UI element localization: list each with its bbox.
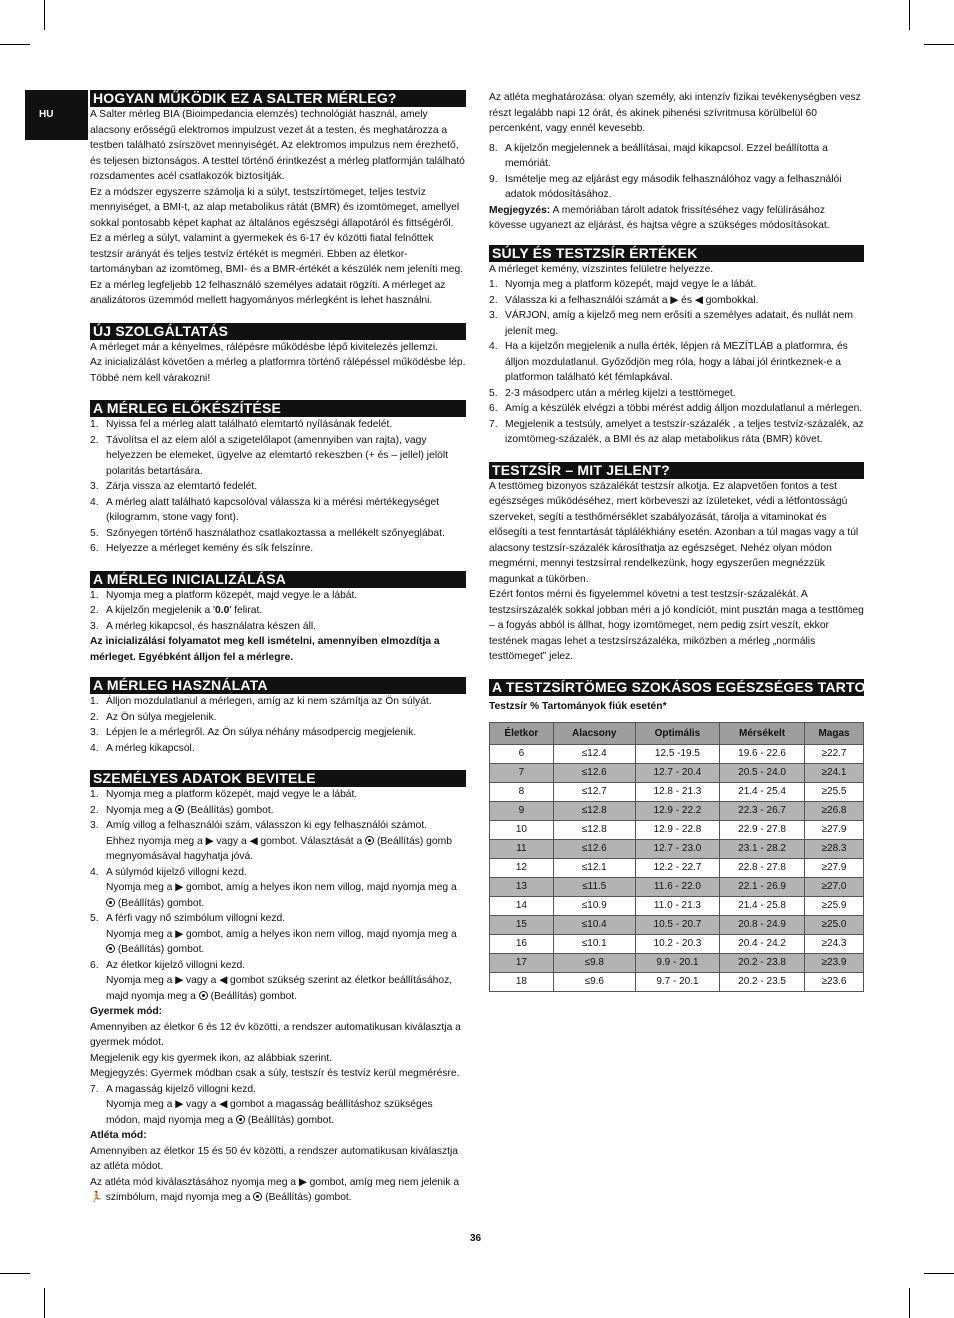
list-item: 2. Távolítsa el az elem alól a szigetelőlapot (amennyiben van rajta), vagy helyezzen be elemeket, ügyelve az elemtartó rekeszben (+ és – jellel) jelölt polaritás betartására. xyxy=(90,434,448,477)
note-paragraph: Megjegyzés: A memóriában tárolt adatok frissítéséhez vagy felülírásához kövesse ugyanezt az eljárást, és hajtsa végre a szükséges módosításokat. xyxy=(489,204,830,231)
table-row xyxy=(490,935,864,954)
section-title-healthy-range: A TESTZSÍRTÖMEG SZOKÁSOS EGÉSZSÉGES TARTOMÁNYA xyxy=(489,679,864,696)
list-item: 1. Nyomja meg a platform közepét, majd vegye le a lábát. xyxy=(489,279,757,290)
crop-mark xyxy=(924,44,954,45)
table-row xyxy=(490,821,864,840)
paragraph: Ezért fontos mérni és figyelemmel követni a test testzsír-százalékát. A testzsírszázalék sokkal jobban méri a jó kondíciót, mint pusztán maga a testtömeg – a fogyás abból is állhat, hogy izomtömeget, nem pedig zsírt veszít, ekkor testének magas lehet a testzsírszázaléka, miközben a mérleg „normális testtömeget” jelez. xyxy=(489,589,864,662)
table-row xyxy=(490,802,864,821)
list-item: 2. Válassza ki a felhasználói számát a ▶ és ◀ gombokkal. xyxy=(489,294,759,306)
list-item: 9. Ismételje meg az eljárást egy második felhasználóhoz vagy a felhasználói adatok módosításához. xyxy=(489,173,842,200)
table-cell: 12.7 - 23.0 xyxy=(635,840,719,859)
initialization-note: Az inicializálási folyamatot meg kell ismételni, amennyiben elmozdítja a mérleget. Egyébként álljon fel a mérlegre. xyxy=(90,636,440,663)
table-cell: 12.8 - 21.3 xyxy=(635,783,719,802)
table-cell: ≤12.8 xyxy=(553,821,635,840)
paragraph: A mérleget kemény, vízszintes felületre helyezze. xyxy=(489,263,714,275)
table-row xyxy=(490,954,864,973)
table-cell: ≥27.0 xyxy=(805,878,864,897)
paragraph: Az atléta mód kiválasztásához nyomja meg a ▶ gombot, amíg meg nem jelenik a 🏃 szimbólum, majd nyomja meg a (Beállítás) gombot. xyxy=(90,1176,460,1203)
section-title-usage: A MÉRLEG HASZNÁLATA xyxy=(90,677,466,694)
memory-list xyxy=(489,141,864,203)
table-cell: 12 xyxy=(490,859,554,878)
list-item: 7. Megjelenik a testsúly, amelyet a testszír-százalék , a teljes testvíz-százalék, az izomtömeg-százalék, a BMI és az alap metabolikus ráta (BMR) követ. xyxy=(489,418,864,445)
table-cell: ≤10.1 xyxy=(553,935,635,954)
table-header-cell: Életkor xyxy=(490,723,554,745)
table-cell: ≥23.9 xyxy=(805,954,864,973)
list-item: 1. Nyomja meg a platform közepét, majd vegye le a lábát. xyxy=(90,789,358,800)
paragraph: Az inicializálást követően a mérleg a platformra történő rálépéssel működésbe lép. xyxy=(90,357,466,368)
table-cell: ≤12.1 xyxy=(553,859,635,878)
list-item: 8. A kijelzőn megjelennek a beállításai, majd kikapcsol. Ezzel beállította a memóriát. xyxy=(489,142,828,169)
list-item: 3. Zárja vissza az elemtartó fedelét. xyxy=(90,481,258,492)
table-cell: 22.3 - 26.7 xyxy=(720,802,805,821)
usage-list xyxy=(90,694,466,756)
child-mode-title: Gyermek mód: xyxy=(90,1006,163,1017)
preparation-list xyxy=(90,417,466,557)
table-header-cell: Mérsékelt xyxy=(720,723,805,745)
personal-data-list xyxy=(90,787,466,1004)
list-item: 3. A mérleg kikapcsol, és használatra készen áll. xyxy=(90,620,317,632)
setting-icon xyxy=(365,836,374,845)
list-item: 5. Szőnyegen történő használathoz csatlakoztassa a mellékelt szőnyeglábat. xyxy=(90,527,445,539)
crop-mark xyxy=(924,1273,954,1274)
weight-fat-list xyxy=(489,277,864,448)
table-cell: 12.9 - 22.8 xyxy=(635,821,719,840)
paragraph: Megjegyzés: Gyermek módban csak a súly, testszír és testvíz kerül megmérésre. xyxy=(90,1068,460,1079)
setting-icon xyxy=(253,1192,262,1201)
table-cell: 22.8 - 27.8 xyxy=(720,859,805,878)
table-row xyxy=(490,878,864,897)
table-cell: 12.5 -19.5 xyxy=(635,745,719,764)
table-cell: 13 xyxy=(490,878,554,897)
table-cell: 19.6 - 22.6 xyxy=(720,745,805,764)
table-cell: ≥22.7 xyxy=(805,745,864,764)
list-item: 4. A súlymód kijelző villogni kezd. Nyomja meg a ▶ gombot, amíg a helyes ikon nem villog, majd nyomja meg a (Beállítás) gombot. xyxy=(90,866,457,909)
table-cell: 16 xyxy=(490,935,554,954)
table-cell: ≤12.4 xyxy=(553,745,635,764)
table-cell: ≥25.9 xyxy=(805,897,864,916)
list-item: 6. Az életkor kijelző villogni kezd. Nyomja meg a ▶ vagy a ◀ gombot szükség szerint az életkor beállításához, majd nyomja meg a (Beállítás) gombot. xyxy=(90,959,453,1002)
table-cell: ≥25.0 xyxy=(805,916,864,935)
list-item: 1. Nyissa fel a mérleg alatt található elemtartó nyílásának fedelét. xyxy=(90,419,393,430)
table-row xyxy=(490,973,864,992)
table-row xyxy=(490,840,864,859)
section-title-body-fat: TESTZSÍR – MIT JELENT? xyxy=(489,462,864,479)
list-item: 7. A magasság kijelző villogni kezd. Nyomja meg a ▶ vagy a ◀ gombot a magasság beállításhoz szükséges módon, majd nyomja meg a (Beállítás) gombot. xyxy=(90,1083,433,1126)
athlete-mode-title: Atléta mód: xyxy=(90,1130,147,1141)
setting-icon xyxy=(106,898,115,907)
table-cell: ≥24.1 xyxy=(805,764,864,783)
table-cell: 7 xyxy=(490,764,554,783)
setting-icon xyxy=(236,1115,245,1124)
table-cell: 6 xyxy=(490,745,554,764)
table-header-cell: Alacsony xyxy=(553,723,635,745)
table-row xyxy=(490,859,864,878)
table-cell: 11.6 - 22.0 xyxy=(635,878,719,897)
table-cell: 21.4 - 25.4 xyxy=(720,783,805,802)
paragraph: Amennyiben az életkor 6 és 12 év közötti, a rendszer automatikusan kiválasztja a gyermek módot. xyxy=(90,1021,461,1048)
list-item: 1. Nyomja meg a platform közepét, majd vegye le a lábát. xyxy=(90,589,358,601)
table-cell: 10.5 - 20.7 xyxy=(635,916,719,935)
list-item: 6. Helyezze a mérleget kemény és sík felszínre. xyxy=(90,543,314,554)
table-cell: ≤9.8 xyxy=(553,954,635,973)
crop-mark xyxy=(909,0,910,30)
list-item: 6. Amíg a készülék elvégzi a többi mérést addig álljon mozdulatlanul a mérlegen. xyxy=(489,403,863,414)
table-cell: 11.0 - 21.3 xyxy=(635,897,719,916)
table-cell: ≥27.9 xyxy=(805,821,864,840)
list-item: 4. Ha a kijelzőn megjelenik a nulla érték, lépjen rá MEZÍTLÁB a platformra, és álljon mozdulatlanul. Győződjön meg róla, hogy a lábai jól érintkeznek-e a platformon található két fémlapkával. xyxy=(489,341,848,383)
table-cell: 20.8 - 24.9 xyxy=(720,916,805,935)
page-number: 36 xyxy=(470,1233,482,1244)
table-cell: 20.4 - 24.2 xyxy=(720,935,805,954)
table-subtitle: Testzsír % Tartományok fiúk esetén* xyxy=(489,700,667,712)
list-item: 1. Álljon mozdulatlanul a mérlegen, amíg az ki nem számítja az Ön súlyát. xyxy=(90,696,432,707)
body-fat-table xyxy=(489,722,864,992)
table-cell: ≤9.6 xyxy=(553,973,635,992)
table-cell: ≤11.5 xyxy=(553,878,635,897)
paragraph: A mérleget már a kényelmes, rálépésre működésbe lépő kivitelezés jellemzi. xyxy=(90,341,438,353)
table-cell: 15 xyxy=(490,916,554,935)
table-cell: 21.4 - 25.8 xyxy=(720,897,805,916)
section-title-how-it-works: HOGYAN MŰKÖDIK EZ A SALTER MÉRLEG? xyxy=(90,90,466,107)
crop-mark xyxy=(44,1288,45,1318)
list-item: 4. A mérleg kikapcsol. xyxy=(90,742,195,754)
list-item: 3. Lépjen le a mérlegről. Az Ön súlya néhány másodpercig megjelenik. xyxy=(90,727,417,738)
paragraph: A Salter mérleg BIA (Bioimpedancia elemzés) technológiát használ, amely alacsony erősségű elektromos impulzust vezet át a testen, és meghatározza a testben található zsírszövet mennyiségét. Az elektromos impulzus nem érezhető, és teljesen biztonságos. A testtel történő érintkezést a mérleg platformján található rozsdamentes acél csatlakozók biztosítják. xyxy=(90,109,465,182)
setting-icon xyxy=(175,805,184,814)
table-cell: 20.2 - 23.5 xyxy=(720,973,805,992)
table-cell: 20.2 - 23.8 xyxy=(720,954,805,973)
left-column xyxy=(90,90,466,1206)
paragraph: Többé nem kell várakozni! xyxy=(90,372,211,384)
table-cell: ≥24.3 xyxy=(805,935,864,954)
table-cell: ≤12.6 xyxy=(553,764,635,783)
crop-mark xyxy=(44,0,45,30)
paragraph: Megjelenik egy kis gyermek ikon, az alábbiak szerint. xyxy=(90,1052,333,1064)
table-row xyxy=(490,783,864,802)
table-cell: 9.9 - 20.1 xyxy=(635,954,719,973)
table-cell: 10 xyxy=(490,821,554,840)
language-tab xyxy=(25,90,88,140)
initialization-list xyxy=(90,588,466,635)
table-cell: 9 xyxy=(490,802,554,821)
table-cell: ≥25.5 xyxy=(805,783,864,802)
athlete-icon: 🏃 xyxy=(90,1192,103,1203)
list-item: 5. 2-3 másodperc után a mérleg kijelzi a testtömeget. xyxy=(489,387,736,399)
table-cell: 22.1 - 26.9 xyxy=(720,878,805,897)
height-list xyxy=(90,1082,466,1129)
list-item: 4. A mérleg alatt található kapcsolóval válassza ki a mérési mértékegységet (kilogramm, stone vagy font). xyxy=(90,496,440,523)
crop-mark xyxy=(0,1273,30,1274)
table-cell: ≤12.7 xyxy=(553,783,635,802)
table-cell: 12.2 - 22.7 xyxy=(635,859,719,878)
crop-mark xyxy=(0,44,30,45)
list-item: 3. Amíg villog a felhasználói szám, válasszon ki egy felhasználói számot. Ehhez nyomja meg a ▶ vagy a ◀ gombot. Választását a (Beállítás) gomb megnyomásával hagyhatja jóvá. xyxy=(90,820,452,862)
table-cell: 18 xyxy=(490,973,554,992)
table-row xyxy=(490,916,864,935)
right-column xyxy=(489,90,917,992)
table-row xyxy=(490,897,864,916)
table-cell: 11 xyxy=(490,840,554,859)
section-title-preparation: A MÉRLEG ELŐKÉSZÍTÉSE xyxy=(90,400,466,417)
list-item: 3. VÁRJON, amíg a kijelző meg nem erősíti a személyes adatait, és nullát nem jelenít meg. xyxy=(489,310,853,337)
table-cell: 14 xyxy=(490,897,554,916)
table-header-row xyxy=(490,723,864,745)
table-header-cell: Magas xyxy=(805,723,864,745)
table-cell: 12.7 - 20.4 xyxy=(635,764,719,783)
crop-mark xyxy=(909,1288,910,1318)
table-cell: ≤12.8 xyxy=(553,802,635,821)
section-title-personal-data: SZEMÉLYES ADATOK BEVITELE xyxy=(90,770,466,787)
table-cell: 20.5 - 24.0 xyxy=(720,764,805,783)
table-cell: ≥26.8 xyxy=(805,802,864,821)
table-cell: 17 xyxy=(490,954,554,973)
list-item: 2. Az Ön súlya megjelenik. xyxy=(90,711,217,723)
paragraph: A testtömeg bizonyos százalékát testzsír alkotja. Ez alapvetően fontos a test egészséges működéséhez, mert körbeveszi az ízületeket, védi a létfontosságú szerveket, segíti a testhőmérséklet szabályozását, tárolja a vitaminokat és elősegíti a test fenntartását táplálékhiány esetén. Azonban a túl magas vagy a túl alacsony testzsír-százalék károsíthatja az egészséget. Nehéz olyan módon megmérni, mennyi testzsírral rendelkezünk, hogy egyszerűen megnézzük magunkat a tükörben. xyxy=(489,480,859,585)
list-item: 2. A kijelzőn megjelenik a '0.0' felirat. xyxy=(90,605,263,616)
list-item: 5. A férfi vagy nő szimbólum villogni kezd. Nyomja meg a ▶ gombot, amíg a helyes ikon nem villog, majd nyomja meg a (Beállítás) gombot. xyxy=(90,913,457,955)
setting-icon xyxy=(106,944,115,953)
setting-icon xyxy=(199,991,208,1000)
table-cell: 22.9 - 27.8 xyxy=(720,821,805,840)
table-cell: ≥28.3 xyxy=(805,840,864,859)
section-title-new-service: ÚJ SZOLGÁLTATÁS xyxy=(90,323,466,340)
section-title-initialization: A MÉRLEG INICIALIZÁLÁSA xyxy=(90,571,466,588)
section-title-weight-fat: SÚLY ÉS TESTZSÍR ÉRTÉKEK xyxy=(489,245,864,262)
table-cell: ≤12.6 xyxy=(553,840,635,859)
paragraph: Az atléta meghatározása: olyan személy, aki intenzív fizikai tevékenységben vesz részt legalább napi 12 órát, és akinek pihenési szívritmusa körülbelül 60 percenként, vagy ennél kevesebb. xyxy=(489,92,861,134)
list-item: 2. Nyomja meg a (Beállítás) gombot. xyxy=(90,804,274,816)
table-cell: 9.7 - 20.1 xyxy=(635,973,719,992)
paragraph: Amennyiben az életkor 15 és 50 év közötti, a rendszer automatikusan kiválasztja az atléta módot. xyxy=(90,1145,459,1172)
table-header-cell: Optimális xyxy=(635,723,719,745)
table-cell: 8 xyxy=(490,783,554,802)
table-cell: ≤10.4 xyxy=(553,916,635,935)
table-row xyxy=(490,764,864,783)
table-cell: ≥23.6 xyxy=(805,973,864,992)
table-cell: ≤10.9 xyxy=(553,897,635,916)
table-cell: 12.9 - 22.2 xyxy=(635,802,719,821)
paragraph: Ez a módszer egyszerre számolja ki a súlyt, testszírtömeget, teljes testvíz mennyiséget, a BMI-t, az alap metabolikus rátát (BMR) és izomtömeget, amellyel sokkal pontosabb képet kaphat az általános egészségi állapotáról és fittségéről. Ez a mérleg a súlyt, valamint a gyermekek és 6-17 év közötti fiatal felnőttek testzsír arányát és teljes testvíz értékét is megméri. Ebben az életkor-tartományban az izomtömeg, BMI- és a BMR-értékét a készülék nem jeleníti meg. Ez a mérleg legfeljebb 12 felhasználó személyes adatait rögzíti. A mérleget az analizátoros üzemmód mellett hagyományos mérlegként is lehet használni. xyxy=(90,186,464,306)
language-label: HU xyxy=(39,109,54,120)
table-row xyxy=(490,745,864,764)
table-cell: 23.1 - 28.2 xyxy=(720,840,805,859)
table-cell: 10.2 - 20.3 xyxy=(635,935,719,954)
table-cell: ≥27.9 xyxy=(805,859,864,878)
